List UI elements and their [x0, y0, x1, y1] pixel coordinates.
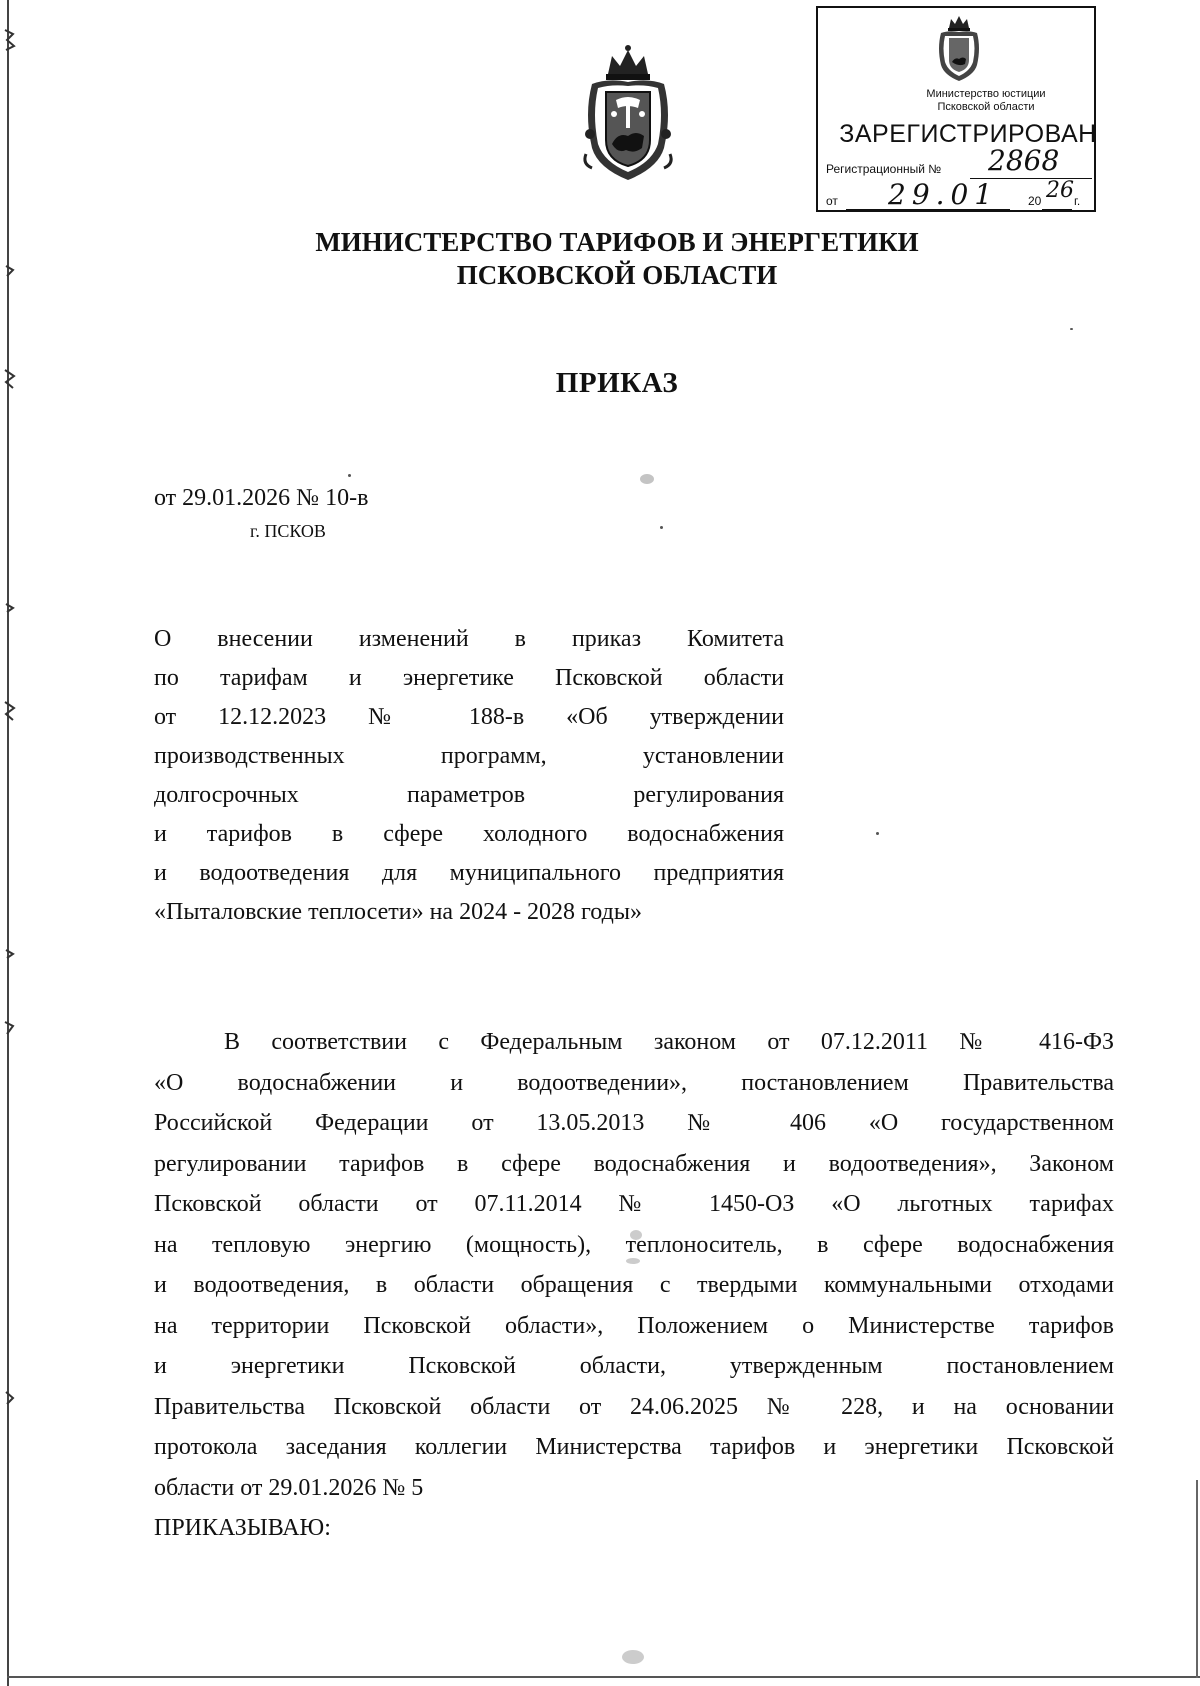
stamp-coat-of-arms-icon	[934, 12, 984, 84]
body-line: и энергетики Псковской области, утвержденным постановлением	[154, 1353, 1114, 1379]
stamp-ministry-line: Министерство юстиции	[926, 88, 1046, 100]
body-line: на тепловую энергию (мощность), теплоноситель, в сфере водоснабжения	[154, 1231, 1114, 1258]
stamp-date-prefix: от	[826, 194, 838, 208]
subject-line: долгосрочных параметров регулирования	[154, 782, 784, 808]
scan-speck	[1070, 328, 1073, 330]
subject-line: производственных программ, установлении	[154, 743, 784, 769]
stamp-reg-label: Регистрационный №	[826, 162, 942, 176]
body-line: В соответствии с Федеральным законом от 07.12.2011 № 416-ФЗ	[224, 1029, 1114, 1055]
scan-right-edge	[1196, 1480, 1198, 1678]
subject-line: О внесении изменений в приказ Комитета	[154, 626, 784, 652]
staple-mark-icon	[3, 1018, 17, 1042]
scan-speck	[640, 474, 654, 484]
document-number: от 29.01.2026 № 10-в	[154, 485, 369, 511]
stamp-ministry-name	[818, 88, 1094, 114]
stamp-date: 29.01	[888, 178, 999, 211]
document-type: ПРИКАЗ	[555, 367, 679, 399]
stamp-reg-number: 2868	[988, 144, 1060, 177]
subject-line: и тарифов в сфере холодного водоснабжения	[154, 821, 784, 847]
staple-mark-icon	[3, 598, 17, 622]
document-body	[154, 1022, 1114, 1549]
stamp-year-suffix: г.	[1074, 194, 1081, 208]
stamp-region-line: Псковской области	[937, 101, 1035, 113]
stamp-year: 26	[1046, 178, 1074, 203]
body-line: на территории Псковской области», Положением о Министерстве тарифов	[154, 1312, 1114, 1339]
body-line: Правительства Псковской области от 24.06.2025 № 228, и на основании	[154, 1393, 1114, 1420]
body-line: Псковской области от 07.11.2014 № 1450-ОЗ «О льготных тарифах	[154, 1191, 1114, 1217]
scan-speck	[622, 1650, 644, 1664]
document-subject	[154, 620, 784, 932]
scan-bottom-edge	[7, 1676, 1200, 1678]
body-line: протокола заседания коллегии Министерства тарифов и энергетики Псковской	[154, 1434, 1114, 1460]
registration-stamp	[816, 6, 1096, 212]
scan-speck	[626, 1258, 640, 1264]
order-directive: ПРИКАЗЫВАЮ:	[154, 1515, 331, 1541]
staple-mark-icon	[3, 700, 17, 724]
organization-name	[0, 226, 1200, 292]
scan-speck	[348, 474, 351, 477]
body-line: и водоотведения, в области обращения с твердыми коммунальными отходами	[154, 1272, 1114, 1298]
organization-region: ПСКОВСКОЙ ОБЛАСТИ	[456, 260, 778, 290]
staple-mark-icon	[3, 1388, 17, 1412]
scan-speck	[660, 526, 663, 529]
document-city: г. ПСКОВ	[250, 521, 326, 541]
staple-mark-icon	[3, 28, 17, 52]
stamp-year-prefix: 20	[1028, 194, 1042, 208]
staple-mark-icon	[3, 944, 17, 968]
scan-speck	[630, 1230, 642, 1240]
body-line: области от 29.01.2026 № 5	[154, 1474, 424, 1501]
body-line: регулировании тарифов в сфере водоснабжения и водоотведения», Законом	[154, 1150, 1114, 1177]
body-line: Российской Федерации от 13.05.2013 № 406 «О государственном	[154, 1110, 1114, 1136]
organization-line: МИНИСТЕРСТВО ТАРИФОВ И ЭНЕРГЕТИКИ	[315, 227, 919, 257]
body-line: «О водоснабжении и водоотведении», постановлением Правительства	[154, 1069, 1114, 1096]
subject-line: и водоотведения для муниципального предприятия	[154, 860, 784, 886]
coat-of-arms-icon	[578, 44, 678, 184]
subject-line: по тарифам и энергетике Псковской области	[154, 665, 784, 691]
subject-line: от 12.12.2023 № 188-в «Об утверждении	[154, 704, 784, 730]
stamp-year-rule	[1042, 209, 1072, 210]
stamp-status: ЗАРЕГИСТРИРОВАН	[839, 120, 1097, 148]
scan-speck	[876, 832, 879, 835]
subject-line: «Пыталовские теплосети» на 2024 - 2028 годы»	[154, 899, 642, 925]
